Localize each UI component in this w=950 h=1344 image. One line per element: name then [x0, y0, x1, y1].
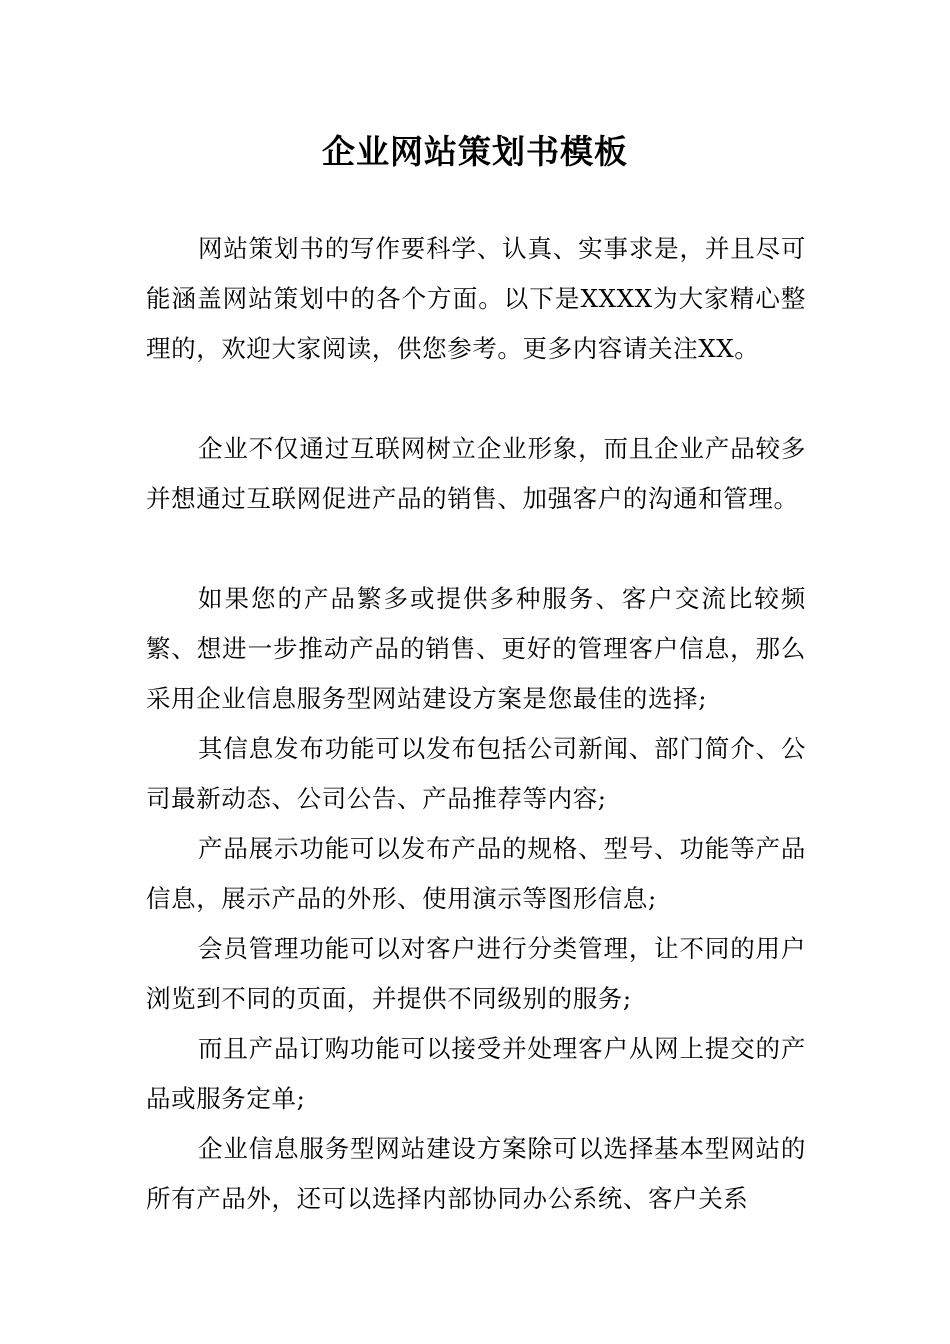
- intro-paragraph: 网站策划书的写作要科学、认真、实事求是，并且尽可能涵盖网站策划中的各个方面。以下是XXXX为大家精心整理的，欢迎大家阅读，供您参考。更多内容请关注XX。: [146, 234, 806, 363]
- body-paragraph: 产品展示功能可以发布产品的规格、型号、功能等产品信息，展示产品的外形、使用演示等图形信息;: [146, 834, 806, 913]
- body-paragraph: 企业不仅通过互联网树立企业形象，而且企业产品较多并想通过互联网促进产品的销售、加强客户的沟通和管理。: [146, 434, 806, 513]
- body-paragraph: 而且产品订购功能可以接受并处理客户从网上提交的产品或服务定单;: [146, 1034, 806, 1113]
- body-paragraph: 其信息发布功能可以发布包括公司新闻、部门简介、公司最新动态、公司公告、产品推荐等内容;: [146, 734, 806, 813]
- body-paragraph: 企业信息服务型网站建设方案除可以选择基本型网站的所有产品外，还可以选择内部协同办公系统、客户关系: [146, 1134, 806, 1213]
- body-paragraph: 如果您的产品繁多或提供多种服务、客户交流比较频繁、想进一步推动产品的销售、更好的管理客户信息，那么采用企业信息服务型网站建设方案是您最佳的选择;: [146, 584, 806, 713]
- document-title: 企业网站策划书模板: [322, 132, 628, 171]
- body-paragraph: 会员管理功能可以对客户进行分类管理，让不同的用户浏览到不同的页面，并提供不同级别的服务;: [146, 934, 806, 1013]
